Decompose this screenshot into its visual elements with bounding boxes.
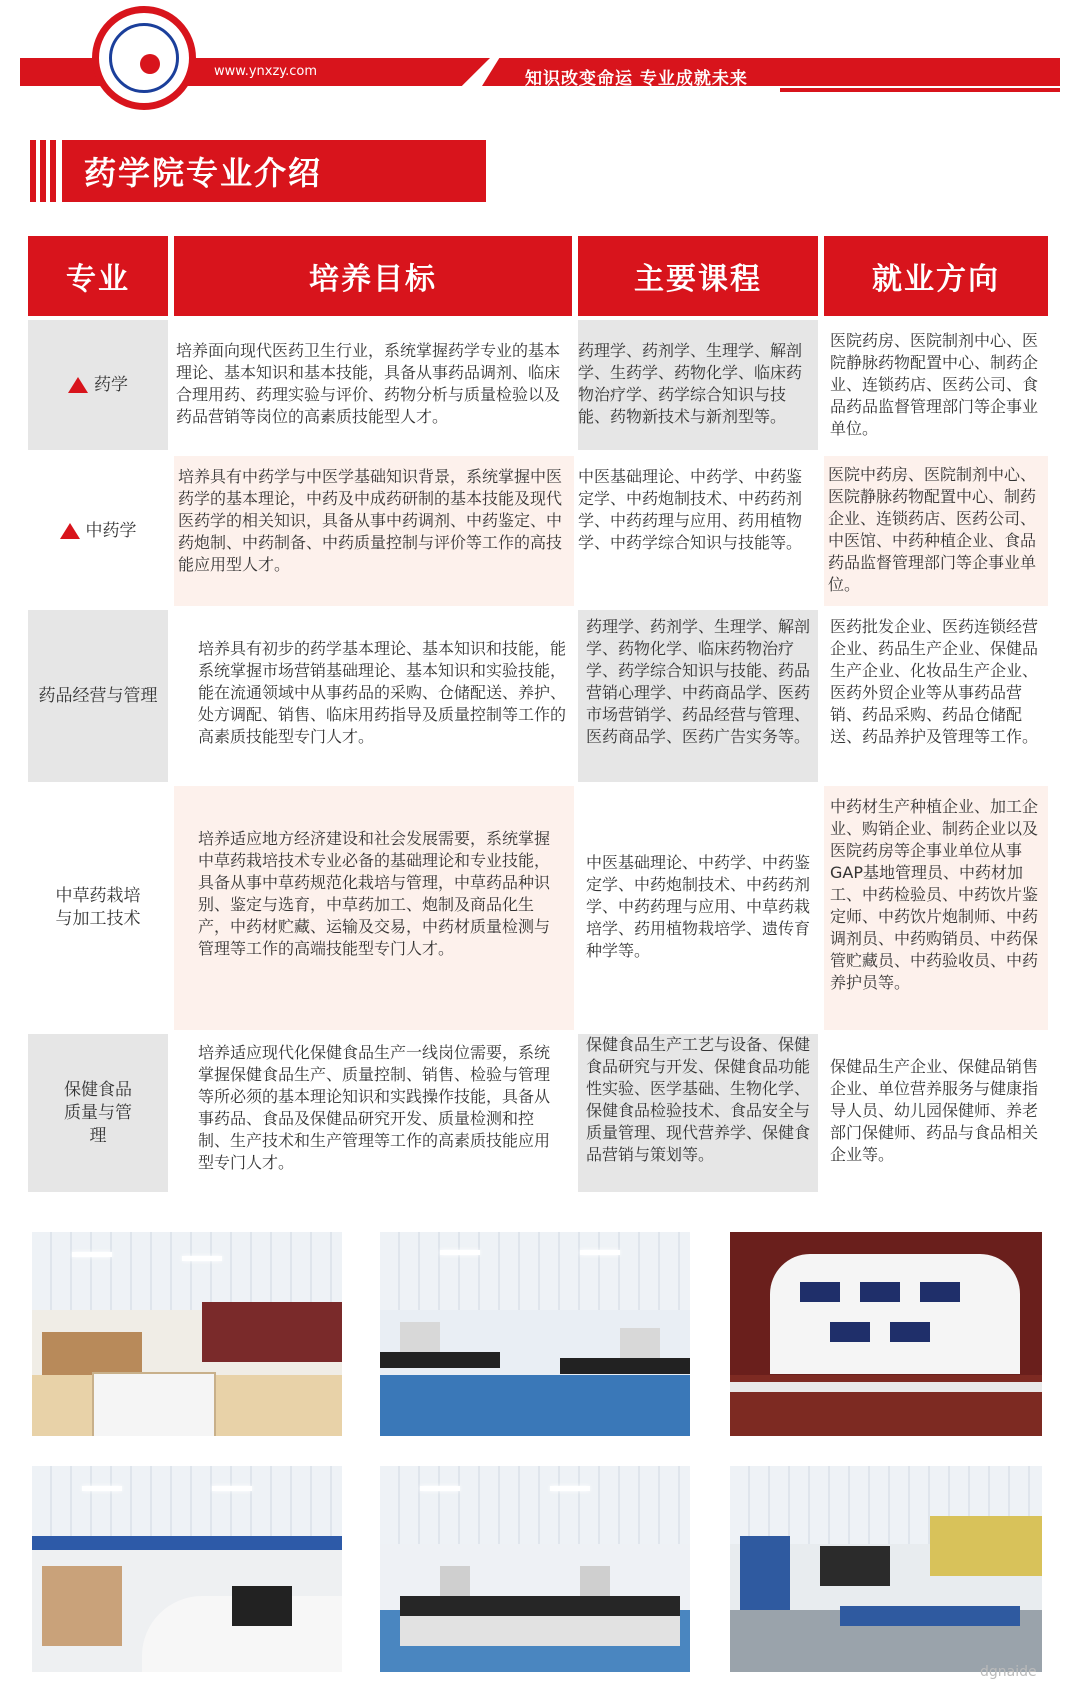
col-header-goal: 培养目标 (174, 236, 572, 316)
row-name-cell (28, 320, 168, 450)
title-stripes (30, 140, 64, 202)
courses-cell: 保健食品生产工艺与设备、保健食品研究与开发、保健食品功能性实验、医学基础、生物化学、保健食品检验技术、食品安全与质量管理、现代营养学、保健食品营销与策划等。 (578, 1034, 818, 1192)
courses-cell: 药理学、药剂学、生理学、解剖学、生药学、药物化学、临床药物治疗学、药学综合知识与技能、药物新技术与新剂型等。 (578, 320, 818, 450)
section-title: 药学院专业介绍 (84, 154, 323, 192)
careers-cell: 中药材生产种植企业、加工企业、购销企业、制药企业以及医院药房等企事业单位从事GAP基地管理员、中药材加工、中药检验员、中药饮片鉴定师、中药饮片炮制师、中药调剂员、中药购销员、中药保管贮藏员、中药验收员、中药养护员等。 (824, 786, 1048, 1030)
courses-cell: 中医基础理论、中药学、中药鉴定学、中药炮制技术、中药药剂学、中药药理与应用、药用植物学、中药学综合知识与技能等。 (578, 467, 803, 552)
row-name-cell (28, 610, 168, 782)
major-name: 中药学 (85, 520, 137, 541)
major-name: 保健食品质量与管理 (64, 1079, 132, 1146)
triangle-marker-icon (60, 523, 80, 539)
logo-ring (109, 23, 179, 93)
goal-cell: 培养适应现代化保健食品生产一线岗位需要，系统掌握保健食品生产、质量控制、销售、检验与管理等所必须的基本理论知识和实践操作技能，具备从事药品、食品及保健品研究开发、质量检测和控制、生产技术和生产管理等工作的高素质技能应用型专门人才。 (198, 1043, 551, 1172)
courses-cell: 中医基础理论、中药学、中药鉴定学、中药炮制技术、中药药剂学、中药药理与应用、中草药栽培学、药用植物栽培学、遗传育种学等。 (586, 853, 811, 960)
photo-training-center (730, 1466, 1042, 1672)
col-header-careers: 就业方向 (824, 236, 1048, 316)
goal-cell: 培养面向现代医药卫生行业，系统掌握药学专业的基本理论、基本知识和基本技能，具备从事药品调剂、临床合理用药、药理实验与评价、药物分析与质量检验以及药品营销等岗位的高素质技能型人才。 (176, 341, 561, 426)
careers-cell: 保健品生产企业、保健品销售企业、单位营养服务与健康指导人员、幼儿园保健师、养老部门保健师、药品与食品相关企业等。 (830, 1057, 1039, 1164)
row-name-cell (28, 786, 168, 1030)
goal-cell: 培养适应地方经济建设和社会发展需要，系统掌握中草药栽培技术专业必备的基础理论和专业技能，具备从事中草药规范化栽培与管理，中草药品种识别、鉴定与选育，中草药加工、炮制及商品化生产，中药材贮藏、运输及交易，中药材质量检测与管理等工作的高端技能型专门人才。 (174, 786, 574, 1030)
col-header-courses: 主要课程 (578, 236, 818, 316)
photo-pharmacy (32, 1232, 342, 1436)
col-header-major: 专业 (28, 236, 168, 316)
row-name-cell (28, 1034, 168, 1192)
contact-phone: 电话：0871-67426292 67427009 (214, 88, 428, 103)
goal-cell: 培养具有中药学与中医学基础知识背景，系统掌握中医药学的基本理论，中药及中成药研制的基本技能及现代医药学的相关知识，具备从事中药调剂、中药鉴定、中药炮制、中药制备、中药质量控制与评价等工作的高技能应用型人才。 (174, 456, 574, 606)
college-logo (92, 6, 196, 110)
row-name-cell (28, 456, 168, 606)
website-url[interactable]: www.ynxzy.com (214, 64, 318, 79)
photo-exhibit (730, 1232, 1042, 1436)
logo-emblem (140, 54, 160, 74)
careers-cell: 医院中药房、医院制剂中心、医院静脉药物配置中心、制药企业、连锁药店、医药公司、中医馆、中药种植企业、食品药品监督管理部门等企事业单位。 (824, 456, 1048, 606)
careers-cell: 医院药房、医院制剂中心、医院静脉药物配置中心、制药企业、连锁药店、医药公司、食品药品监督管理部门等企事业单位。 (830, 331, 1039, 438)
slogan: 知识改变命运 专业成就未来 (525, 69, 748, 89)
watermark: dgnaide (980, 1664, 1037, 1680)
major-name: 中草药栽培与加工技术 (55, 886, 141, 929)
courses-cell: 药理学、药剂学、生理学、解剖学、药物化学、临床药物治疗学、药学综合知识与技能、药品营销心理学、中药商品学、医药市场营销学、药品经营与管理、医药商品学、医药广告实务等。 (578, 610, 818, 782)
header-underline (780, 88, 1060, 92)
photo-simulated-pharmacy (32, 1466, 342, 1672)
major-name: 药品经营与管理 (38, 685, 158, 706)
major-name: 药学 (94, 374, 128, 395)
careers-cell: 医药批发企业、医药连锁经营企业、药品生产企业、保健品生产企业、化妆品生产企业、医药外贸企业等从事药品营销、药品采购、药品仓储配送、药品养护及管理等工作。 (830, 617, 1039, 746)
photo-lab-benches (380, 1466, 690, 1672)
goal-cell: 培养具有初步的药学基本理论、基本知识和技能，能系统掌握市场营销基础理论、基本知识和实验技能，能在流通领域中从事药品的采购、仓储配送、养护、处方调配、销售、临床用药指导及质量控制等工作的高素质技能型专门人才。 (198, 639, 567, 746)
triangle-marker-icon (68, 377, 88, 393)
photo-lab (380, 1232, 690, 1436)
